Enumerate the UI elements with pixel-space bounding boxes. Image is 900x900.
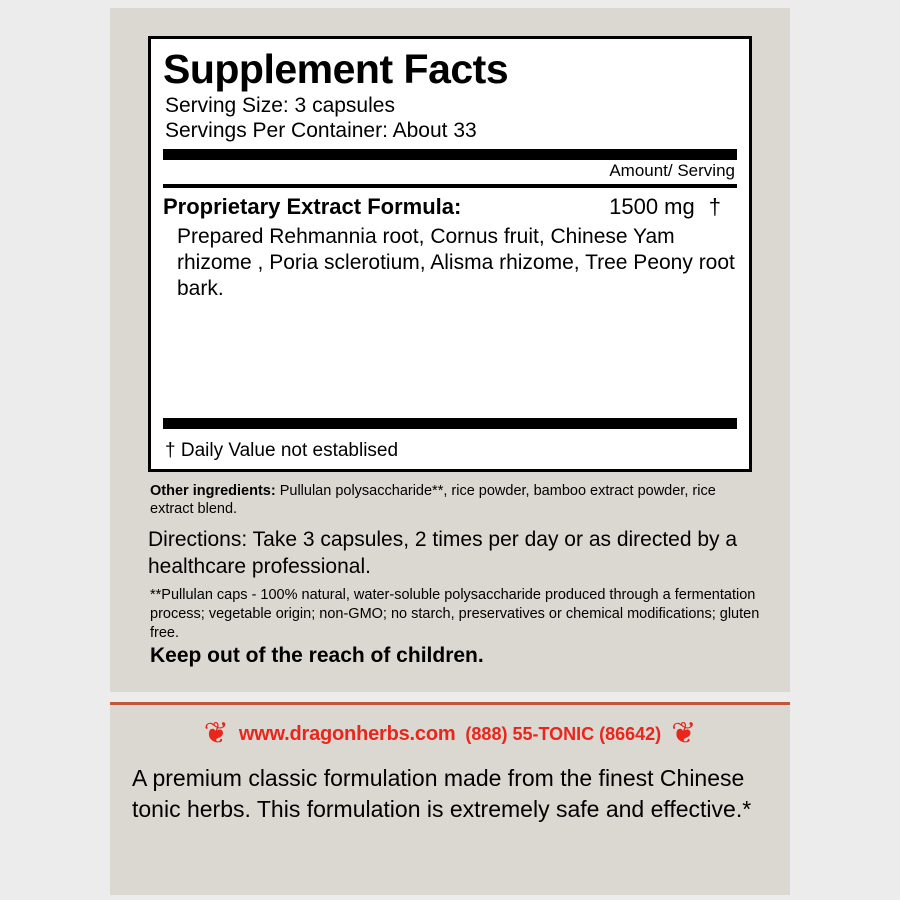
- flourish-right-icon: ❦: [671, 716, 697, 751]
- divider-thick-top: [163, 149, 737, 160]
- pullulan-note: **Pullulan caps - 100% natural, water-soluble polysaccharide produced through a fermentation process; vegetable origin; non-GMO; no starch, preservatives or chemical modifications; gluten free.: [150, 587, 760, 641]
- proprietary-blend-amount: 1500 mg: [609, 194, 695, 219]
- phone-number[interactable]: (888) 55-TONIC (86642): [465, 723, 662, 744]
- flourish-left-icon: ❦: [203, 716, 229, 751]
- product-description: A premium classic formulation made from the finest Chinese tonic herbs. This formulation is extremely safe and effective.*: [132, 765, 752, 822]
- serving-size: Serving Size: 3 capsules: [165, 94, 395, 117]
- proprietary-blend-amount-group: [609, 192, 737, 222]
- supplement-label-panel: [110, 8, 790, 692]
- directions-text: Directions: Take 3 capsules, 2 times per day or as directed by a healthcare professional.: [148, 528, 738, 578]
- warning-text: Keep out of the reach of children.: [150, 644, 484, 667]
- proprietary-blend-label: Proprietary Extract Formula:: [163, 194, 462, 219]
- proprietary-blend-ingredients: Prepared Rehmannia root, Cornus fruit, Chinese Yam rhizome , Poria sclerotium, Alisma rhizome, Tree Peony root bark.: [177, 225, 735, 300]
- website-link[interactable]: www.dragonherbs.com: [238, 722, 456, 745]
- other-ingredients: [150, 482, 750, 518]
- divider-thick-bottom: [163, 418, 737, 429]
- dagger-symbol: †: [708, 194, 721, 219]
- divider-thick-bottom-wrap: [163, 412, 737, 429]
- other-ingredients-text: Pullulan polysaccharide**, rice powder, bamboo extract powder, rice extract blend.: [150, 483, 716, 517]
- other-ingredients-heading: Other ingredients:: [150, 483, 276, 499]
- supplement-facts-title: Supplement Facts: [163, 46, 509, 92]
- daily-value-note: † Daily Value not establised: [165, 440, 399, 461]
- servings-per-container: Servings Per Container: About 33: [165, 119, 477, 142]
- website-contact-row: [110, 716, 790, 751]
- supplement-facts-box: [148, 36, 752, 472]
- amount-per-serving-header: Amount/ Serving: [609, 161, 735, 180]
- footer-panel: [110, 702, 790, 895]
- proprietary-blend-row: [163, 188, 737, 222]
